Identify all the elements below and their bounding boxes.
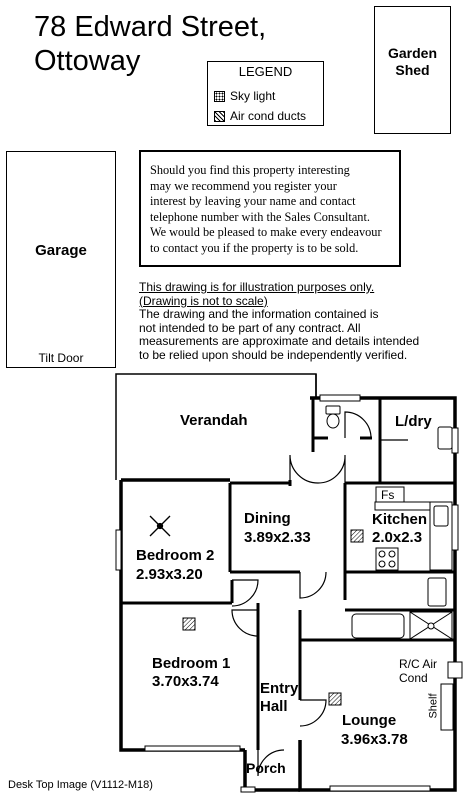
air-cond-duct-icon — [351, 530, 363, 542]
dining-size: 3.89x2.33 — [244, 529, 311, 546]
address-line-2: Ottoway — [34, 45, 141, 77]
disclaimer-line: The drawing and the information contained is — [139, 307, 379, 321]
fridge-space-label: Fs — [381, 488, 395, 502]
legend-label: Sky light — [230, 89, 276, 103]
air-cond-duct-icon — [183, 618, 195, 630]
disclaimer-line: not intended to be part of any contract. All — [139, 320, 361, 335]
notice-line: telephone number with the Sales Consultant. — [150, 209, 370, 224]
notice-line: to contact you if the property is to be sold. — [150, 240, 359, 255]
aircon-label — [399, 657, 437, 685]
notice-line: may we recommend you register your — [150, 178, 337, 193]
aircon-label-line-1: R/C Air — [399, 657, 438, 671]
aircon-label-line-2: Cond — [399, 671, 428, 685]
footer-image-code: Desk Top Image (V1112-M18) — [8, 779, 153, 791]
legend-label: Air cond ducts — [230, 109, 307, 123]
garden-shed-label-line-2: Shed — [395, 62, 430, 78]
ceiling-fan-icon — [150, 516, 170, 536]
shelf-label: Shelf — [427, 693, 440, 719]
entry-hall-label — [260, 680, 298, 716]
garden-shed-label-line-1: Garden — [387, 45, 437, 61]
bedroom-1-size: 3.70x3.74 — [152, 673, 219, 690]
notice-line: Should you find this property interesting — [150, 163, 350, 177]
bedroom-2-label: Bedroom 2 — [136, 547, 215, 564]
lounge-label: Lounge — [342, 712, 397, 729]
address-line-1: 78 Edward Street, — [34, 11, 267, 43]
notice-line: interest by leaving your name and contact — [150, 194, 356, 209]
tilt-door-label: Tilt Door — [38, 351, 84, 365]
disclaimer-heading: This drawing is for illustration purposes only. — [139, 280, 375, 294]
kitchen-size: 2.0x2.3 — [372, 529, 423, 546]
disclaimer-line: measurements are approximate and details intended — [139, 334, 420, 348]
legend-title: LEGEND — [238, 64, 293, 79]
laundry-label: L/dry — [395, 413, 432, 430]
disclaimer-scale-note: (Drawing is not to scale) — [139, 293, 268, 308]
bedroom-2-size: 2.93x3.20 — [136, 566, 203, 583]
garage-label: Garage — [35, 242, 87, 259]
lounge-size: 3.96x3.78 — [341, 731, 408, 748]
air-cond-duct-icon — [329, 693, 341, 705]
kitchen-label: Kitchen — [372, 511, 428, 528]
porch-label: Porch — [246, 760, 286, 776]
verandah-label: Verandah — [180, 412, 248, 429]
notice-line: We would be pleased to make every endeavour — [150, 225, 382, 240]
entry-hall-line-1: Entry — [260, 680, 299, 697]
disclaimer-line: to be relied upon should be independently verified. — [139, 347, 408, 362]
bedroom-1-label: Bedroom 1 — [152, 655, 231, 672]
dining-label: Dining — [244, 510, 291, 527]
entry-hall-line-2: Hall — [260, 698, 288, 715]
